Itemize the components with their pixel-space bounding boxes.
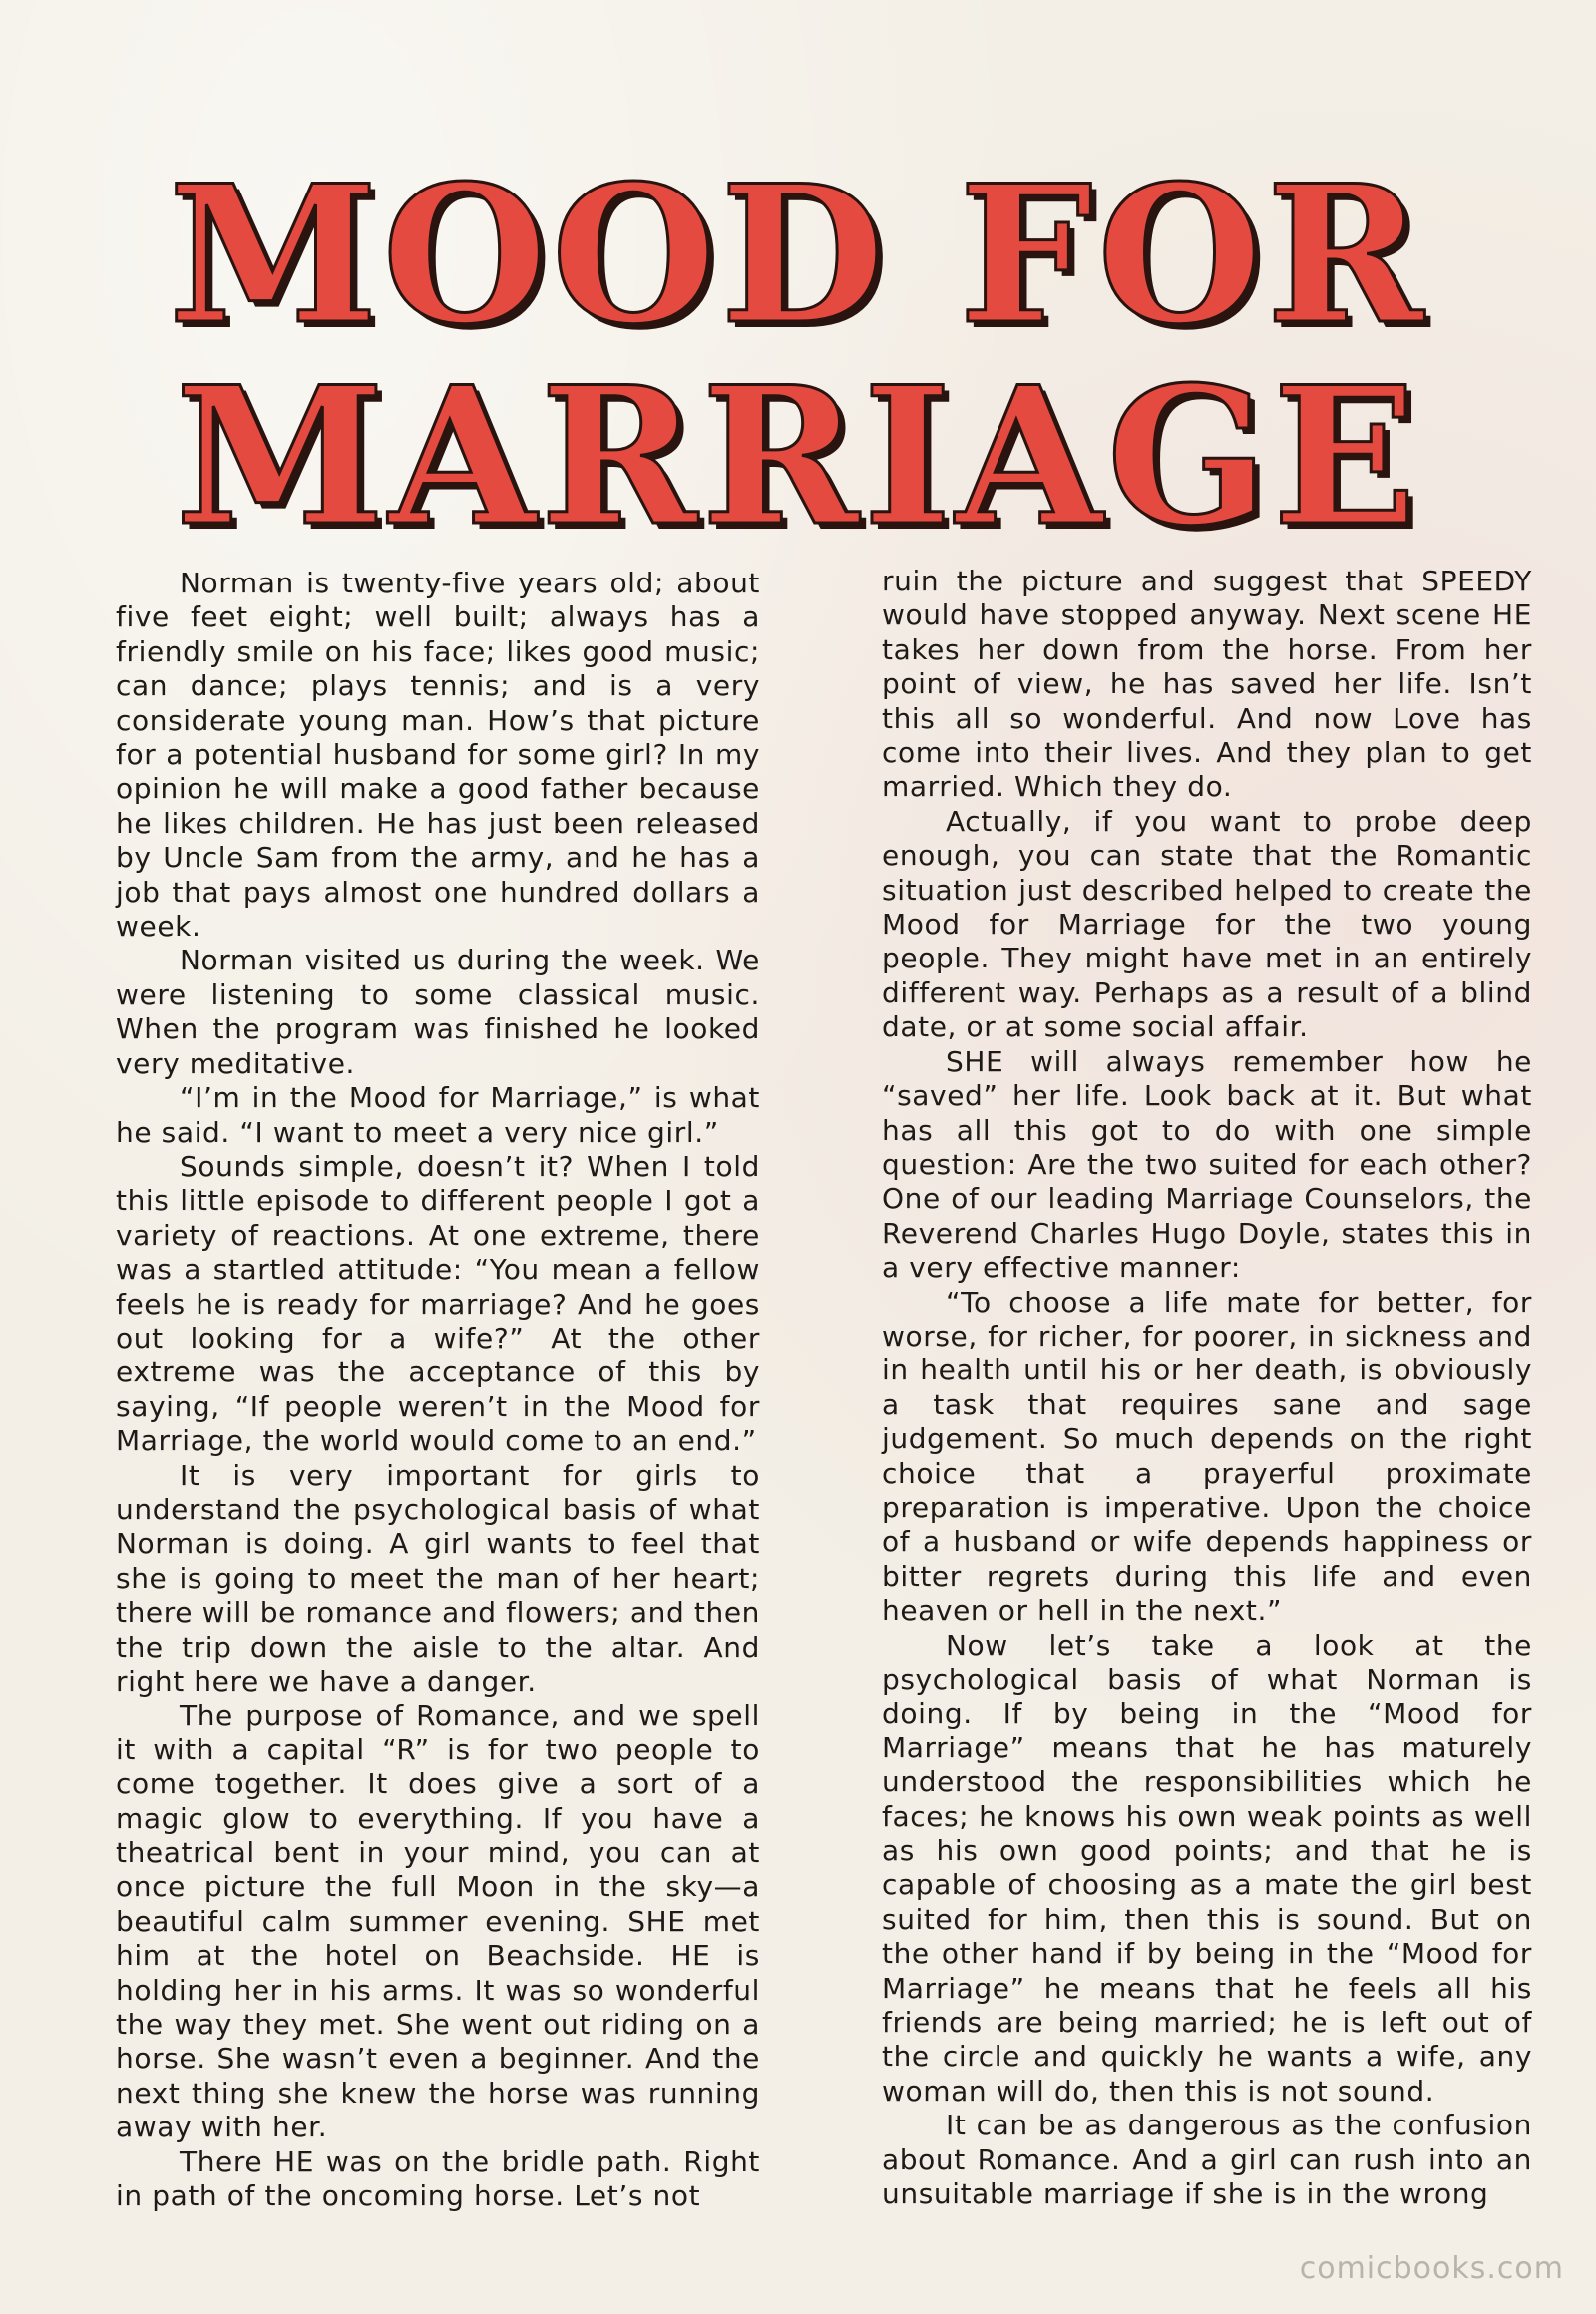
paragraph: SHE will always remember how he “saved” her life. Look back at it. But what has all this got to do with one simple question: Are the two suited for each other? One of our leading Marriage Counselors, the Reverend Charles Hugo Doyle, states this in a very effective manner: (882, 1044, 1532, 1285)
paragraph: Norman is twenty-five years old; about five feet eight; well built; always has a friendly smile on his face; likes good music; can dance; plays tennis; and is a very considerate young man. How’s that picture for a potential husband for some girl? In my opinion he will make a good father because he likes children. He has just been released by Uncle Sam from the army, and he has a job that pays almost one hundred dollars a week. (116, 567, 760, 944)
paragraph: Sounds simple, doesn’t it? When I told this little episode to different people I got a variety of reactions. At one extreme, there was a startled attitude: “You mean a fellow feels he is ready for marriage? And he goes out looking for a wife?” At the other extreme was the acceptance of this by saying, “If people weren’t in the Mood for Marriage, the world would come to an end.” (116, 1149, 760, 1458)
left-column (116, 567, 760, 2214)
paragraph-continued: ruin the picture and suggest that SPEEDY would have stopped anyway. Next scene HE takes her down from the horse. From her point of view, he has saved her life. Isn’t this all so wonderful. And now Love has come into their lives. And they plan to get married. Which they do. (882, 565, 1532, 804)
right-column (882, 565, 1532, 2212)
site-watermark: comicbooks.com (1299, 2251, 1564, 2286)
paragraph: Actually, if you want to probe deep enough, you can state that the Romantic situation just described helped to create the Mood for Marriage for the two young people. They might have met in an entirely different way. Perhaps as a result of a blind date, or at some social affair. (882, 804, 1532, 1044)
title-line-1: MOOD FOR (168, 144, 1428, 367)
paragraph: The purpose of Romance, and we spell it with a capital “R” is for two people to come together. It does give a sort of a magic glow to everything. If you have a theatrical bent in your mind, you can at once picture the full Moon in the sky—a beautiful calm summer evening. SHE met him at the hotel on Beachside. HE is holding her in his arms. It was so wonderful the way they met. She went out riding on a horse. She wasn’t even a beginner. And the next thing she knew the horse was running away with her. (116, 1699, 760, 2144)
paragraph: “I’m in the Mood for Marriage,” is what he said. “I want to meet a very nice girl.” (116, 1081, 760, 1149)
paragraph: Now let’s take a look at the psychological basis of what Norman is doing. If by being in the “Mood for Marriage” means that he has maturely understood the responsibilities which he faces; he knows his own weak points as well as his own good points; and that he is capable of choosing as a mate the girl best suited for him, then this is sound. But on the other hand if by being in the “Mood for Marriage” he means that he feels all his friends are being married; he is left out of the circle and quickly he wants a wife, any woman will do, then this is not sound. (882, 1628, 1532, 2108)
paragraph: Norman visited us during the week. We were listening to some classical music. When the program was finished he looked very meditative. (116, 944, 760, 1080)
paragraph: It is very important for girls to understand the psychological basis of what Norman is doing. A girl wants to feel that she is going to meet the man of her heart; there will be romance and flowers; and then the trip down the aisle to the altar. And right here we have a danger. (116, 1458, 760, 1698)
article-title (0, 144, 1596, 569)
paragraph: “To choose a life mate for better, for worse, for richer, for poorer, in sickness and in health until his or her death, is obviously a task that requires sane and sage judgement. So much depends on the right choice that a prayerful proximate preparation is imperative. Upon the choice of a husband or wife depends happiness or bitter regrets during this life and even heaven or hell in the next.” (882, 1285, 1532, 1628)
title-line-2: MARRIAGE (175, 345, 1421, 569)
paragraph: There HE was on the bridle path. Right in path of the oncoming horse. Let’s not (116, 2144, 760, 2213)
paragraph: It can be as dangerous as the confusion about Romance. And a girl can rush into an unsuitable marriage if she is in the wrong (882, 2109, 1532, 2211)
